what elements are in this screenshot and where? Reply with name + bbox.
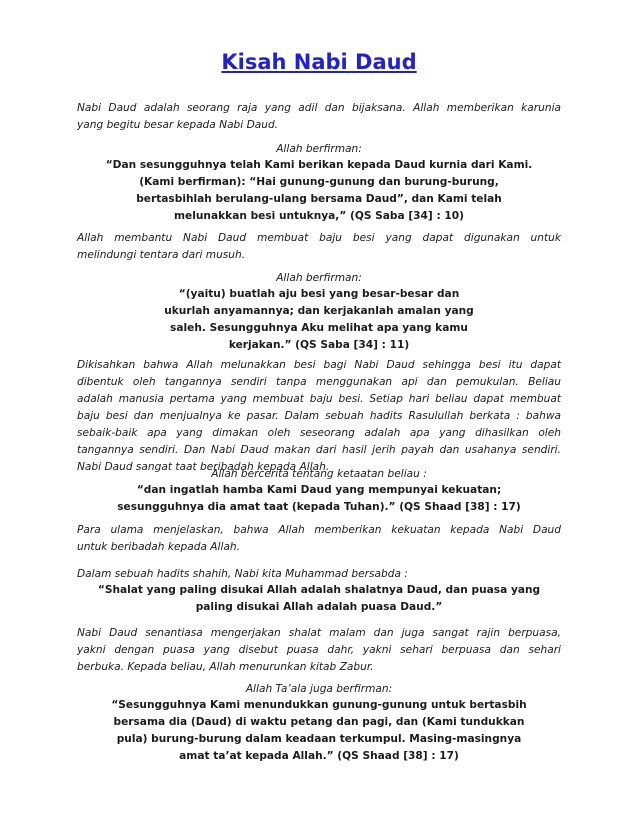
text-line: yakni dengan puasa yang disebut puasa dahr, yakni sehari berpuasa dan sehari [77,644,561,656]
quote-saba-11 [130,286,508,354]
text-line: Nabi Daud adalah seorang raja yang adil dan bijaksana. Allah memberikan karunia [77,102,561,114]
quote-line: bersama dia (Daud) di waktu petang dan pagi, dan (Kami tundukkan [113,716,525,728]
quote-line: sesungguhnya dia amat taat (kepada Tuhan).” (QS Shaad [38] : 17) [117,501,521,513]
paragraph-iron [77,357,561,476]
text-line: dibentuk oleh tangannya sendiri tanpa menggunakan api dan pemukulan. Beliau [77,376,561,388]
text-line: adalah manusia pertama yang membuat baju besi. Setiap hari beliau dapat membuat [77,393,561,405]
quote-line: “(yaitu) buatlah aju besi yang besar-besar dan [178,288,460,300]
quote-line: “Dan sesungguhnya telah Kami berikan kepada Daud kurnia dari Kami. [105,159,533,171]
paragraph-intro [77,100,561,134]
text-line: sebaik-baik apa yang dimakan oleh seseorang adalah apa yang dihasilkan oleh [77,427,561,439]
quote-line: (Kami berfirman): “Hai gunung-gunung dan burung-burung, [139,176,499,188]
quote-hadith [85,582,553,616]
text-line: Para ulama menjelaskan, bahwa Allah memberikan kekuatan kepada Nabi Daud [77,524,561,536]
quote-line: melunakkan besi untuknya,” (QS Saba [34] : 10) [174,210,464,222]
text-line: tangannya sendiri. Dan Nabi Daud makan dari hasil jerih payah dan usahanya sendiri. [77,444,561,456]
quote-shaad-17b [105,697,533,765]
quote-line: amat ta’at kepada Allah.” (QS Shaad [38] : 17) [179,750,459,762]
quote-shaad-17a [100,482,538,516]
text-line: baju besi dan menjualnya ke pasar. Dalam sebuah hadits Rasulullah berkata : bahwa [77,410,561,422]
quote-line: “dan ingatlah hamba Kami Daud yang mempunyai kekuatan; [136,484,502,496]
text-line: yang begitu besar kepada Nabi Daud. [77,119,279,131]
quote-line: kerjakan.” (QS Saba [34] : 11) [228,339,410,351]
quote-line: ukurlah anyamannya; dan kerjakanlah amalan yang [164,305,474,317]
text-line: Allah membantu Nabi Daud membuat baju besi yang dapat digunakan untuk [77,232,561,244]
paragraph-hadith [77,566,561,583]
quote-line: “Shalat yang paling disukai Allah adalah shalatnya Daud, dan puasa yang [97,584,541,596]
quote-intro: Allah bercerita tentang ketaatan beliau : [211,468,427,480]
quote-line: saleh. Sesungguhnya Aku melihat apa yang kamu [170,322,468,334]
quote-line: “Sesungguhnya Kami menundukkan gunung-gunung untuk bertasbih [111,699,527,711]
text-line: Nabi Daud sangat taat beribadah kepada Allah. [77,461,330,473]
paragraph-ulama [77,522,561,556]
text-line: untuk beribadah kepada Allah. [77,541,241,553]
quote-intro: Allah berfirman: [276,272,362,284]
text-line: berbuka. Kepada beliau, Allah menurunkan kitab Zabur. [77,661,374,673]
text-line: Dikisahkan bahwa Allah melunakkan besi bagi Nabi Daud sehingga besi itu dapat [77,359,561,371]
quote-line: bertasbihlah berulang-ulang bersama Daud”, dan Kami telah [136,193,502,205]
quote-intro: Allah berfirman: [276,143,362,155]
quote-saba-10 [90,157,548,225]
quote-line: pula) burung-burung dalam keadaan terkumpul. Masing-masingnya [116,733,522,745]
text-line: Dalam sebuah hadits shahih, Nabi kita Muhammad bersabda : [77,568,408,580]
quote-line: paling disukai Allah adalah puasa Daud.” [195,601,443,613]
quote-intro: Allah Ta’ala juga berfirman: [245,683,393,695]
page-title: Kisah Nabi Daud [221,50,417,74]
paragraph-fasting [77,625,561,676]
text-line: melindungi tentara dari musuh. [77,249,246,261]
text-line: Nabi Daud senantiasa mengerjakan shalat malam dan juga sangat rajin berpuasa, [77,627,561,639]
paragraph-armor [77,230,561,264]
